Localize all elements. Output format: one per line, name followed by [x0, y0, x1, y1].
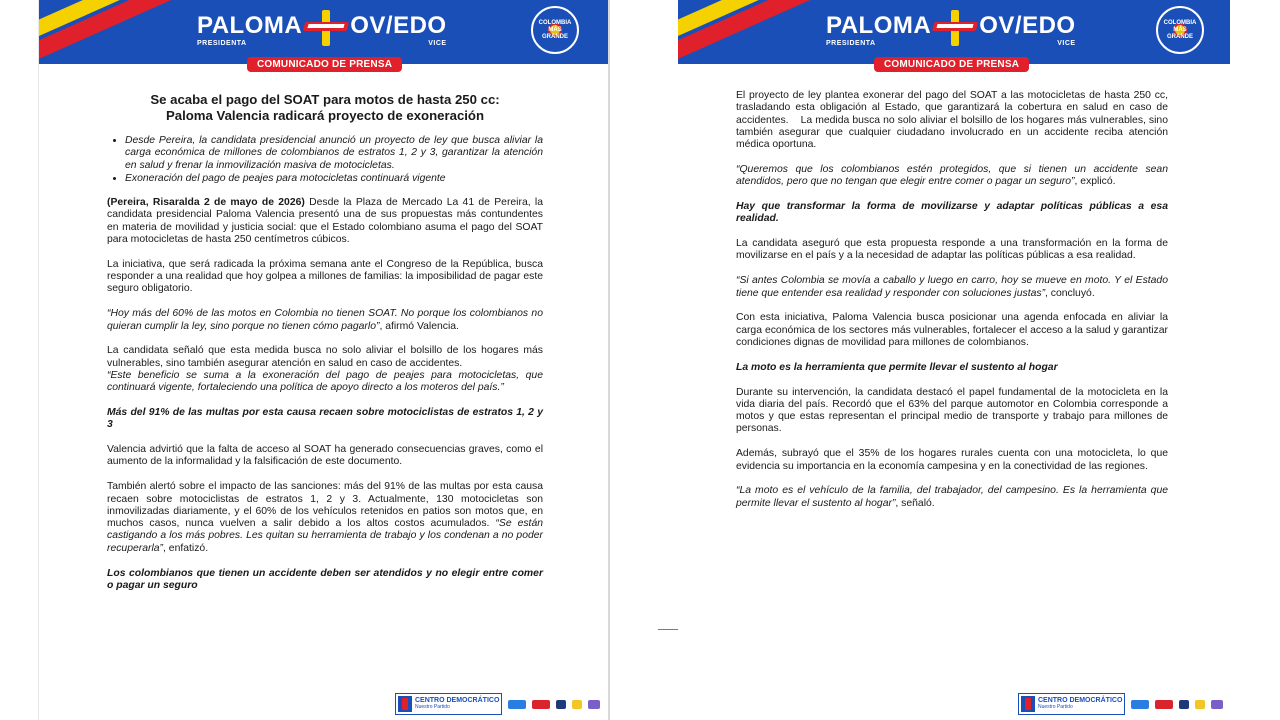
quote: “Este beneficio se suma a la exoneración del pago de peajes para motocicletas, que continuará vigente, fortaleciendo una política de apoyo directo a los moteros del país.” [107, 369, 543, 394]
logo-name-left: PALOMA [826, 12, 932, 39]
press-release-page-2 [678, 0, 1230, 720]
coalition-logo-icon [556, 700, 566, 709]
bullet-item: • Exoneración del pago de peajes para motocicletas continuará vigente [125, 173, 543, 185]
header-banner [678, 0, 1230, 64]
party-logo: CENTRO DEMOCRÁTICO Nuestro Partido [395, 693, 502, 715]
coalition-logo-icon [1155, 700, 1173, 709]
quote: “Hoy más del 60% de las motos en Colombia no tienen SOAT. No porque los colombianos no quieran cumplir la ley, sino porque no tienen cómo pagarlo” [107, 308, 543, 332]
paragraph: La candidata señaló que esta medida busca no solo aliviar el bolsillo de los hogares más vulnerables, sino también asegurar atención en salud en caso de accidentes. “Este beneficio se suma a la exoneración del pago de peajes para motocicletas, que continuará vigente, fortaleciendo una política de apoyo directo a los moteros del país.” [107, 345, 543, 394]
coalition-logo-icon [1179, 700, 1189, 709]
campaign-logo [197, 14, 447, 50]
paragraph: “Si antes Colombia se movía a caballo y luego en carro, hoy se mueve en moto. Y el Estado tiene que entender esa realidad y responder con soluciones justas”, concluyó. [736, 275, 1168, 299]
party-mark-icon [398, 696, 412, 712]
coalition-logo-icon [1131, 700, 1149, 709]
paragraph: Durante su intervención, la candidata destacó el papel fundamental de la motocicleta en la vida diaria del país. Recordó que el 63% del parque automotor en Colombia corresponde a motos y que estas representan el principal medio de transporte y trabajo para millones de personas. [736, 386, 1168, 435]
slogan-seal-icon: COLOMBIA MÁS GRANDE [531, 6, 579, 54]
paragraph: La candidata aseguró que esta propuesta responde a una transformación en la forma de movilizarse en el país y a la necesidad de adaptar las políticas públicas a esa realidad. [736, 238, 1168, 262]
paragraph: (Pereira, Risaralda 2 de mayo de 2026) Desde la Plaza de Mercado La 41 de Pereira, la candidata presidencial Paloma Valencia presentó una de sus propuestas más contundentes en materia de movilidad y justicia social: que el Estado colombiano asuma el pago del SOAT para motocicletas de hasta 250 centímetros cúbicos. [107, 197, 543, 246]
coalition-logo-icon [532, 700, 550, 709]
quote: “Queremos que los colombianos estén protegidos, que si tienen un accidente sean atendidos, pero que no tengan que elegir entre comer o pagar un seguro” [736, 163, 1168, 188]
cross-logo-icon [933, 10, 977, 46]
logo-name-left: PALOMA [197, 12, 303, 39]
summary-bullets [125, 135, 543, 185]
logo-role-right: VICE [1057, 40, 1076, 47]
quote: “La moto es el vehículo de la familia, del trabajador, del campesino. Es la herramienta que permite llevar el sustento al hogar” [736, 485, 1168, 509]
press-release-page-1 [38, 0, 610, 720]
page-2-body [736, 90, 1171, 522]
quote: “Si antes Colombia se movía a caballo y luego en carro, hoy se mueve en moto. Y el Estado tiene que entender esa realidad y responder con soluciones justas” [736, 275, 1168, 299]
footer-logos [1018, 693, 1223, 715]
press-release-badge: COMUNICADO DE PRENSA [874, 57, 1029, 72]
header-banner [39, 0, 608, 64]
subheading: La moto es la herramienta que permite llevar el sustento al hogar [736, 361, 1058, 373]
subheading: Más del 91% de las multas por esta causa recaen sobre motociclistas de estratos 1, 2 y 3 [107, 407, 543, 431]
logo-name-right: OV/EDO [350, 12, 447, 39]
logo-role-left: PRESIDENTA [197, 40, 247, 47]
subheading: Hay que transformar la forma de movilizarse y adaptar políticas públicas a esa realidad. [736, 201, 1168, 225]
paragraph: También alertó sobre el impacto de las sanciones: más del 91% de las multas por esta causa recaen sobre motociclistas de estratos 1, 2 y 3. Actualmente, 130 motocicletas son inmovilizadas diariamente, y el 60% de los vehículos retenidos en patios son motos que, en muchos casos, nunca vuelven a salir debido a los altos costos acumulados. “Se están castigando a los más pobres. Les quitan su herramienta de trabajo y los condenan a no poder recuperarla”, enfatizó. [107, 481, 544, 554]
logo-role-left: PRESIDENTA [826, 40, 876, 47]
paragraph: La iniciativa, que será radicada la próxima semana ante el Congreso de la República, busca responder a una realidad que hoy golpea a millones de familias: la imposibilidad de pagar este seguro obligatorio. [107, 258, 543, 295]
logo-role-right: VICE [428, 40, 447, 47]
coalition-logo-icon [508, 700, 526, 709]
subheading: Los colombianos que tienen un accidente deben ser atendidos y no elegir entre comer o pagar un seguro [107, 567, 543, 591]
paragraph: “Hoy más del 60% de las motos en Colombia no tienen SOAT. No porque los colombianos no quieran cumplir la ley, sino porque no tienen cómo pagarlo”, afirmó Valencia. [107, 308, 543, 332]
quote: “Se están castigando a los más pobres. Les quitan su herramienta de trabajo y los condenan a no poder recuperarla” [107, 518, 544, 554]
cross-logo-icon [304, 10, 348, 46]
party-logo: CENTRO DEMOCRÁTICO Nuestro Partido [1018, 693, 1125, 715]
paragraph: Con esta iniciativa, Paloma Valencia busca posicionar una agenda enfocada en aliviar la carga económica de los sectores más vulnerables, fortalecer el acceso a la salud y garantizar condiciones dignas de movilidad para millones de colombianos. [736, 312, 1168, 348]
paragraph: El proyecto de ley plantea exonerar del pago del SOAT a las motocicletas de hasta 250 cc, trasladando esta obligación al Estado, que garantizará la cobertura en salud en caso de accidentes. La medida busca no solo aliviar el bolsillo de los hogares más vulnerables, sino también asegurar que cualquier ciudadano involucrado en un accidente reciba atención médica oportuna. [736, 90, 1171, 151]
paragraph: Valencia advirtió que la falta de acceso al SOAT ha generado consecuencias graves, como el aumento de la informalidad y la falsificación de este documento. [107, 444, 543, 468]
paragraph: Además, subrayó que el 35% de los hogares rurales cuenta con una motocicleta, lo que evidencia su importancia en la economía campesina y en la conectividad de las regiones. [736, 448, 1168, 472]
coalition-logo-icon [572, 700, 582, 709]
coalition-logo-icon [1195, 700, 1205, 709]
page-title: Se acaba el pago del SOAT para motos de hasta 250 cc: Paloma Valencia radicará proyecto de exoneración [150, 92, 500, 123]
paragraph: “La moto es el vehículo de la familia, del trabajador, del campesino. Es la herramienta que permite llevar el sustento al hogar”, señaló. [736, 485, 1168, 509]
campaign-logo [826, 14, 1076, 50]
coalition-logo-icon [588, 700, 600, 709]
coalition-logo-icon [1211, 700, 1223, 709]
divider-mark [658, 629, 678, 630]
party-mark-icon [1021, 696, 1035, 712]
footer-logos [395, 693, 600, 715]
slogan-seal-icon: COLOMBIA MÁS GRANDE [1156, 6, 1204, 54]
paragraph: “Queremos que los colombianos estén protegidos, que si tienen un accidente sean atendidos, pero que no tengan que elegir entre comer o pagar un seguro”, explicó. [736, 163, 1168, 188]
page-1-body [107, 92, 543, 605]
press-release-badge: COMUNICADO DE PRENSA [247, 57, 402, 72]
logo-name-right: OV/EDO [979, 12, 1076, 39]
bullet-item: • Desde Pereira, la candidata presidencial anunció un proyecto de ley que busca aliviar la carga económica de millones de colombianos de estratos 1, 2 y 3, garantizar la atención en salud y frenar la inmovilización masiva de motocicletas. [125, 135, 543, 172]
dateline: (Pereira, Risaralda 2 de mayo de 2026) [107, 197, 305, 209]
